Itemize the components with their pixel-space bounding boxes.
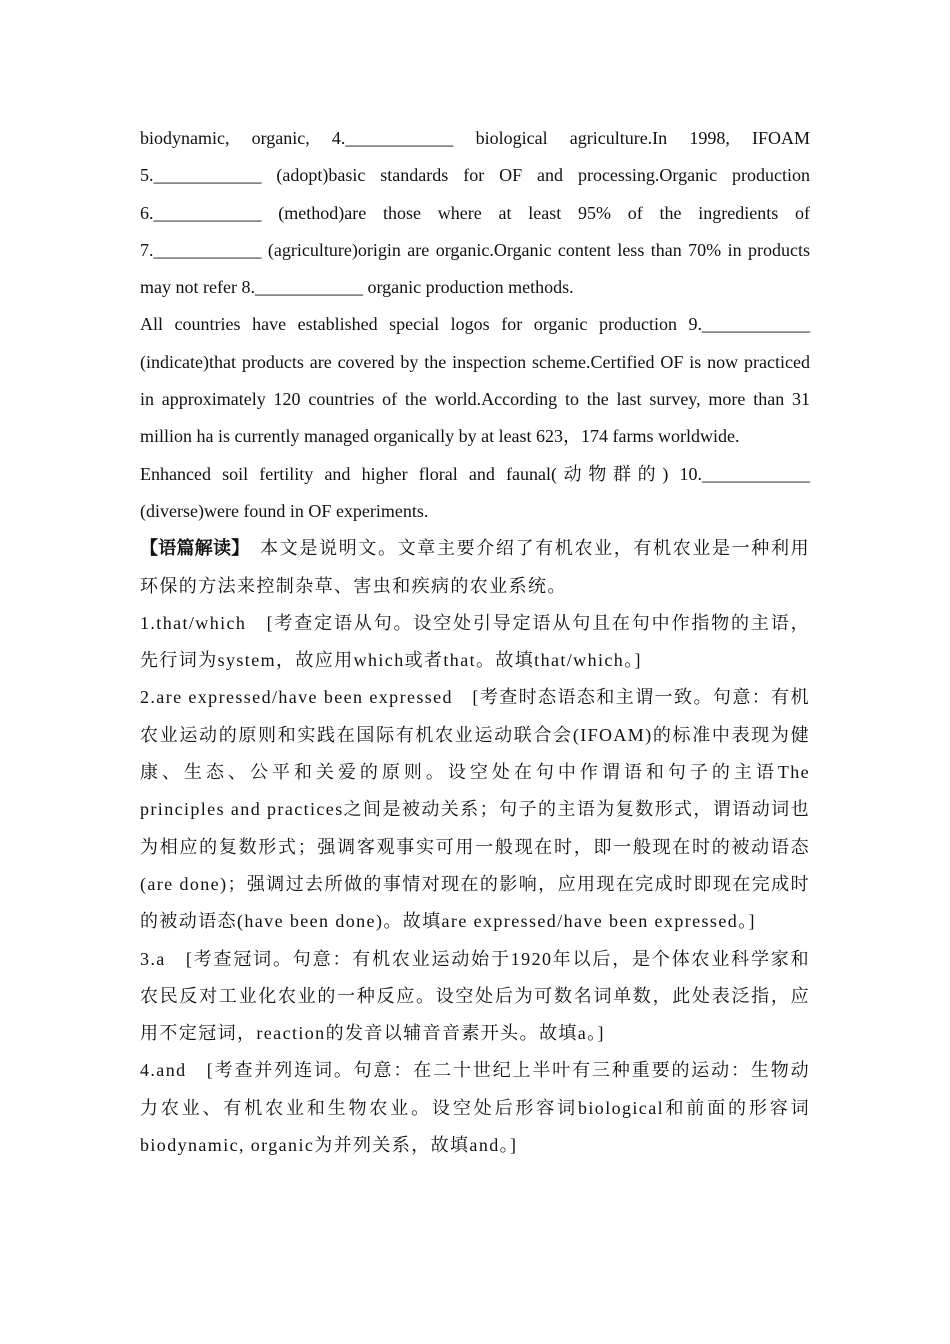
passage-paragraph-2: All countries have established special logos for organic production 9.____________ (indicate)that products are covered by the inspection scheme.Certified OF is now practiced in approximately 120 countries of the world.According to the last survey, more than 31 million ha is currently managed organically by at least 623，174 farms worldwide. [140, 314, 810, 447]
answer-3: 3.a [考查冠词。句意：有机农业运动始于1920年以后，是个体农业科学家和农民反对工业化农业的一种反应。设空处后为可数名词单数，此处表泛指，应用不定冠词，reaction的发音以辅音音素开头。故填a。] [140, 948, 810, 1044]
analysis-summary-text: 本文是说明文。文章主要介绍了有机农业，有机农业是一种利用环保的方法来控制杂草、害虫和疾病的农业系统。 [140, 538, 810, 596]
analysis-heading: 【语篇解读】 [140, 538, 241, 559]
analysis-summary [140, 530, 810, 605]
document-body [140, 120, 810, 1164]
answer-1: 1.that/which [考查定语从句。设空处引导定语从句且在句中作指物的主语，先行词为system，故应用which或者that。故填that/which。] [140, 612, 810, 671]
passage-paragraph-1: biodynamic, organic, 4.____________ biological agriculture.In 1998, IFOAM 5.____________ (adopt)basic standards for OF and processing.Organic production 6.____________ (method)are those where at least 95% of the ingredients of 7.____________ (agriculture)origin are organic.Organic content less than 70% in products may not refer 8.____________ organic production methods. [140, 128, 810, 298]
answer-4: 4.and [考查并列连词。句意：在二十世纪上半叶有三种重要的运动：生物动力农业、有机农业和生物农业。设空处后形容词biological和前面的形容词biodynamic, organic为并列关系，故填and。] [140, 1060, 810, 1156]
passage-paragraph-3: Enhanced soil fertility and higher floral and faunal(动物群的) 10.____________ (diverse)were found in OF experiments. [140, 463, 810, 521]
answer-2: 2.are expressed/have been expressed [考查时态语态和主谓一致。句意：有机农业运动的原则和实践在国际有机农业运动联合会(IFOAM)的标准中表现为健康、生态、公平和关爱的原则。设空处在句中作谓语和句子的主语The principles and practices之间是被动关系；句子的主语为复数形式，谓语动词也为相应的复数形式；强调客观事实可用一般现在时，即一般现在时的被动语态(are done)；强调过去所做的事情对现在的影响，应用现在完成时即现在完成时的被动语态(have been done)。故填are expressed/have been expressed。] [140, 687, 810, 932]
